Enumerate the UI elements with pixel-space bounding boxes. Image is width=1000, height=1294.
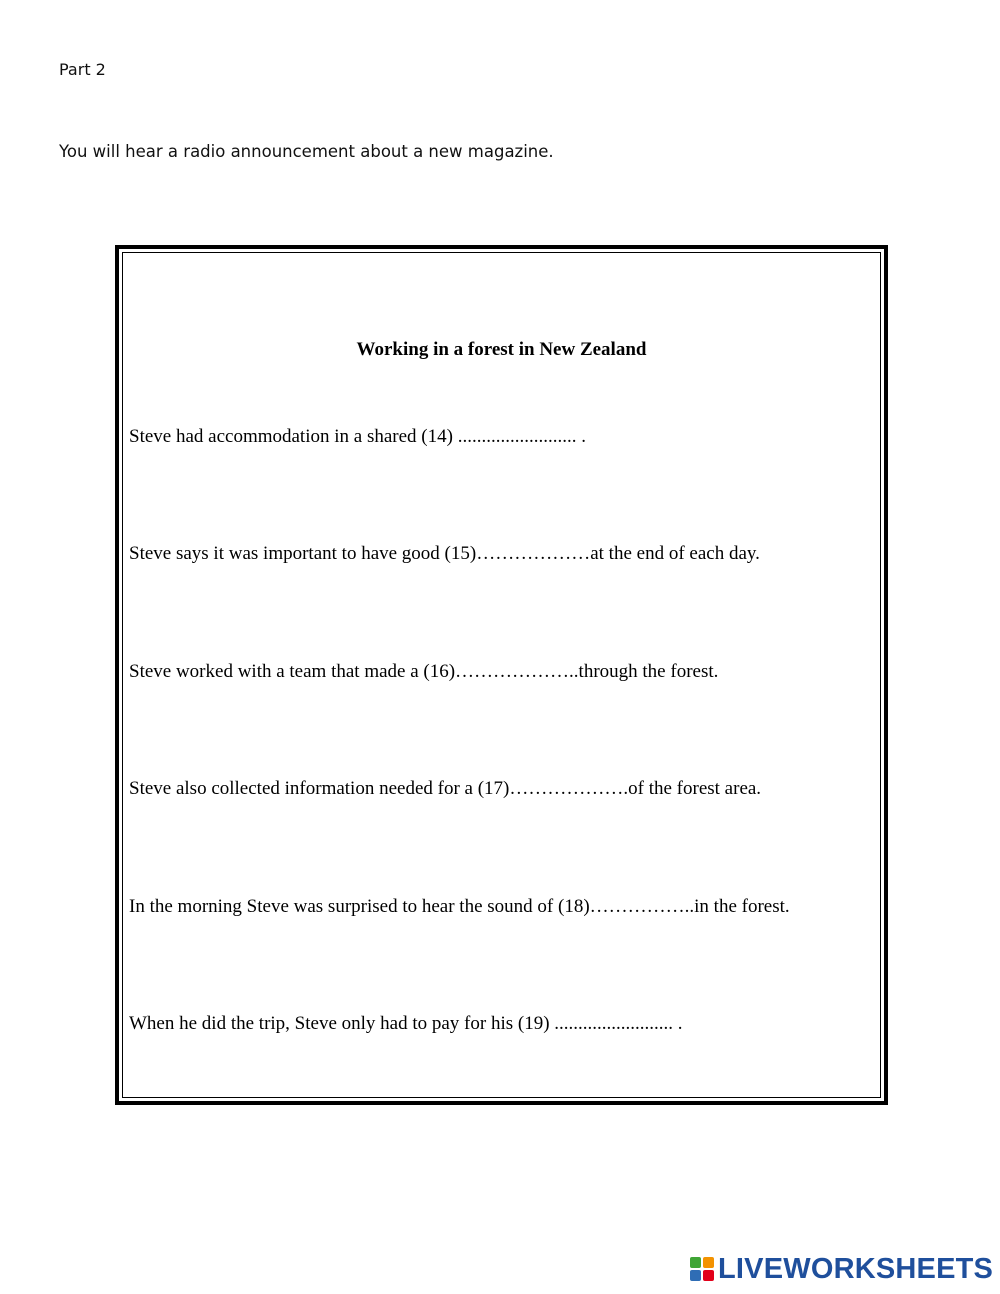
question-14: Steve had accommodation in a shared (14) ......................... . [129, 426, 586, 447]
logo-square-blue [690, 1270, 701, 1281]
logo-text: LIVEWORKSHEETS [718, 1252, 994, 1285]
worksheet-box [115, 245, 888, 1105]
liveworksheets-logo [690, 1252, 993, 1286]
question-19: When he did the trip, Steve only had to pay for his (19) ......................... . [129, 1013, 683, 1034]
part-label: Part 2 [59, 60, 106, 79]
instructions-text: You will hear a radio announcement about a new magazine. [59, 142, 554, 161]
question-18: In the morning Steve was surprised to hear the sound of (18)……………..in the forest. [129, 896, 790, 917]
logo-square-orange [703, 1257, 714, 1268]
liveworksheets-logo-icon [690, 1257, 714, 1281]
worksheet-title: Working in a forest in New Zealand [356, 339, 647, 360]
question-16: Steve worked with a team that made a (16)………………..through the forest. [129, 661, 719, 682]
logo-square-green [690, 1257, 701, 1268]
logo-square-red [703, 1270, 714, 1281]
question-17: Steve also collected information needed for a (17)……………….of the forest area. [129, 778, 762, 799]
question-15: Steve says it was important to have good (15)………………at the end of each day. [129, 543, 760, 564]
